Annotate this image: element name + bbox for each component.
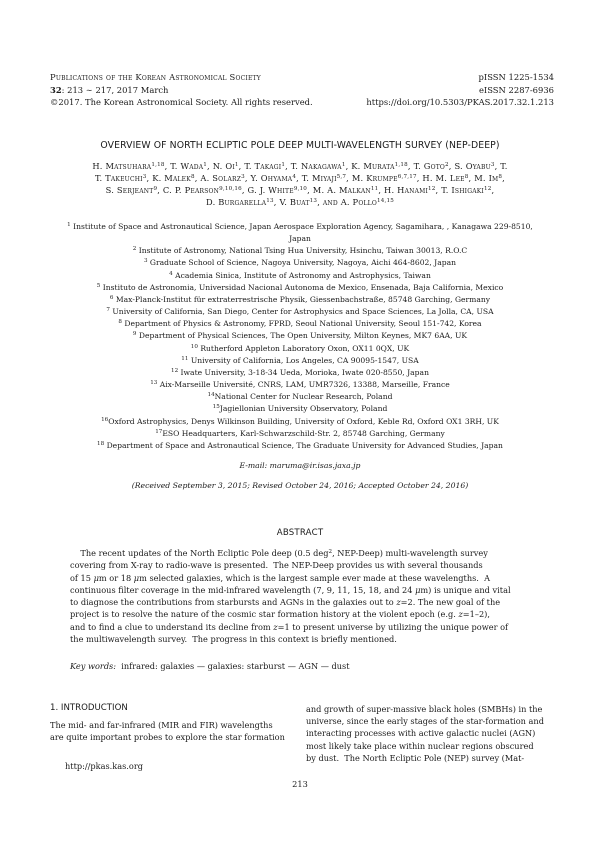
affiliation-line: $^{10}$ Rutherford Appleton Laboratory Oxon, OX11 0QX, UK: [190, 343, 410, 353]
affiliation-line: $^{18}$ Department of Space and Astronautical Science, The Graduate University for Advanced Studies, Japan: [97, 440, 503, 450]
affiliation-line: $^2$ Institute of Astronomy, National Tsing Hua University, Hsinchu, Taiwan 30013, R.O.C: [132, 246, 468, 256]
doi-link[interactable]: https://doi.org/10.5303/PKAS.2017.32.1.213: [366, 97, 554, 108]
affiliation-line: $^1$ Institute of Space and Astronautical Science, Japan Aerospace Exploration Agency, Sagamihara, , Kanagawa 229-8510,: [67, 222, 533, 231]
abstract-line: covering from X-ray to radio-wave is presented. The NEP-Deep provides us with several thousands: [70, 560, 483, 571]
keywords-label: Key words:: [70, 661, 117, 671]
abstract-body: [70, 547, 534, 645]
abstract-line: The recent updates of the North Ecliptic Pole deep (0.5 deg$^2$, NEP-Deep) multi-wavelength survey: [70, 548, 488, 558]
affiliation-line: $^4$ Academia Sinica, Institute of Astronomy and Astrophysics, Taiwan: [169, 270, 431, 280]
paper-title: OVERVIEW OF NORTH ECLIPTIC POLE DEEP MULTI-WAVELENGTH SURVEY (NEP-DEEP): [100, 140, 500, 151]
intro-right-column: [306, 703, 556, 764]
author-line: T. Takeuchi$^3$, K. Malek$^8$, A. Solarz$^3$, Y. Ohyama$^4$, T. Miyaji$^{5,7}$, M. Krumpe$^{6,7,17}$, H. M. Lee$^8$, M. Im$^8$,: [94, 173, 506, 184]
affiliation-line: $^6$ Max-Planck-Institut für extraterrestrische Physik, Giessenbachstraße, 85748 Garching, Germany: [109, 294, 491, 304]
affiliation-line: $^{11}$ University of California, Los Angeles, CA 90095-1547, USA: [181, 355, 419, 365]
abstract-line: project is to resolve the nature of the cosmic star formation history at the violent epoch (e.g. z=1–2),: [70, 609, 490, 620]
footnote-url[interactable]: http://pkas.kas.org: [65, 761, 143, 771]
eissn: eISSN 2287-6936: [478, 84, 554, 95]
abstract-line: the multiwavelength survey. The progress in this context is briefly mentioned.: [70, 634, 397, 645]
intro-left-column: [50, 719, 296, 744]
page-number: 213: [292, 779, 308, 789]
affiliation-line: $^3$ Graduate School of Science, Nagoya University, Nagoya, Aichi 464-8602, Japan: [143, 258, 457, 268]
affiliation-line: $^9$ Department of Physical Sciences, The Open University, Milton Keynes, MK7 6AA, UK: [132, 331, 468, 341]
affiliation-line: $^{12}$ Iwate University, 3-18-34 Ueda, Morioka, Iwate 020-8550, Japan: [171, 367, 429, 377]
section-heading-introduction: 1. INTRODUCTION: [50, 703, 128, 713]
contact-email[interactable]: E-mail: maruma@ir.isas.jaxa.jp: [239, 461, 361, 470]
keywords: [70, 661, 350, 671]
intro-text-line: by dust. The North Ecliptic Pole (NEP) survey (Mat-: [306, 752, 525, 763]
abstract-line: continuous filter coverage in the mid-infrared wavelength (7, 9, 11, 15, 18, and 24 μm) is unique and vital: [70, 584, 511, 595]
affiliation-line: $^{13}$ Aix-Marseille Université, CNRS, LAM, UMR7326, 13388, Marseille, France: [150, 380, 450, 390]
abstract-line: of 15 μm or 18 μm selected galaxies, which is the largest sample ever made at these wavelengths. A: [70, 572, 491, 583]
affiliation-line: $^{16}$Oxford Astrophysics, Denys Wilkinson Building, University of Oxford, Keble Rd, Oxford OX1 3RH, UK: [101, 416, 499, 426]
intro-text-line: most likely take place within nuclear regions obscured: [306, 740, 534, 751]
affiliation-list: [30, 221, 570, 452]
copyright: ©2017. The Korean Astronomical Society. All rights reserved.: [50, 97, 313, 108]
affiliation-line: $^{15}$Jagiellonian University Observatory, Poland: [212, 404, 388, 414]
intro-text-line: interacting processes with active galactic nuclei (AGN): [306, 728, 536, 739]
abstract-heading: ABSTRACT: [276, 528, 324, 538]
journal-name: Publications of the Korean Astronomical Society: [50, 72, 261, 82]
author-line: H. Matsuhara$^{1,18}$, T. Wada$^1$, N. Oi$^1$, T. Takagi$^1$, T. Nakagawa$^1$, K. Murata$^{1,18}$, T. Goto$^2$, S. Oyabu$^3$, T.: [92, 161, 508, 171]
intro-text-line: are quite important probes to explore the star formation: [50, 732, 285, 743]
volume-info: 32: 213 ∼ 217, 2017 March: [50, 84, 169, 95]
affiliation-line: $^{17}$ESO Headquarters, Karl-Schwarzschild-Str. 2, 85748 Garching, Germany: [155, 428, 445, 438]
abstract-line: and to find a clue to understand its decline from z=1 to present universe by utilizing the unique power of: [70, 621, 509, 632]
affiliation-line: $^8$ Department of Physics & Astronomy, FPRD, Seoul National University, Seoul 151-742, Korea: [118, 319, 482, 329]
affiliation-line: Japan: [289, 234, 311, 244]
author-line: S. Serjeant$^9$, C. P. Pearson$^{9,10,16}$, G. J. White$^{9,10}$, M. A. Malkan$^{11}$, H. Hanami$^{12}$, T. Ishigaki$^{12}$,: [105, 185, 495, 196]
affiliation-line: $^{14}$National Center for Nuclear Research, Poland: [207, 392, 393, 402]
journal-header: [50, 71, 554, 109]
received-dates: (Received September 3, 2015; Revised October 24, 2016; Accepted October 24, 2016): [131, 481, 469, 490]
keywords-text: infrared: galaxies — galaxies: starburst — AGN — dust: [121, 661, 350, 671]
author-list: [40, 160, 560, 208]
pissn: pISSN 1225-1534: [478, 72, 554, 82]
abstract-line: to diagnose the contributions from starbursts and AGNs in the galaxies out to z=2. The new goal of the: [70, 597, 501, 608]
intro-text-line: The mid- and far-infrared (MIR and FIR) wavelengths: [50, 720, 273, 730]
intro-text-line: and growth of super-massive black holes (SMBHs) in the: [306, 704, 543, 714]
intro-text-line: universe, since the early stages of the star-formation and: [306, 716, 544, 727]
author-line: D. Burgarella$^{13}$, V. Buat$^{13}$, and A. Pollo$^{14,15}$: [206, 197, 394, 208]
affiliation-line: $^5$ Instituto de Astronomia, Universidad Nacional Autonoma de Mexico, Ensenada, Baja California, Mexico: [96, 282, 504, 292]
affiliation-line: $^7$ University of California, San Diego, Center for Astrophysics and Space Sciences, La Jolla, CA, USA: [106, 307, 494, 317]
